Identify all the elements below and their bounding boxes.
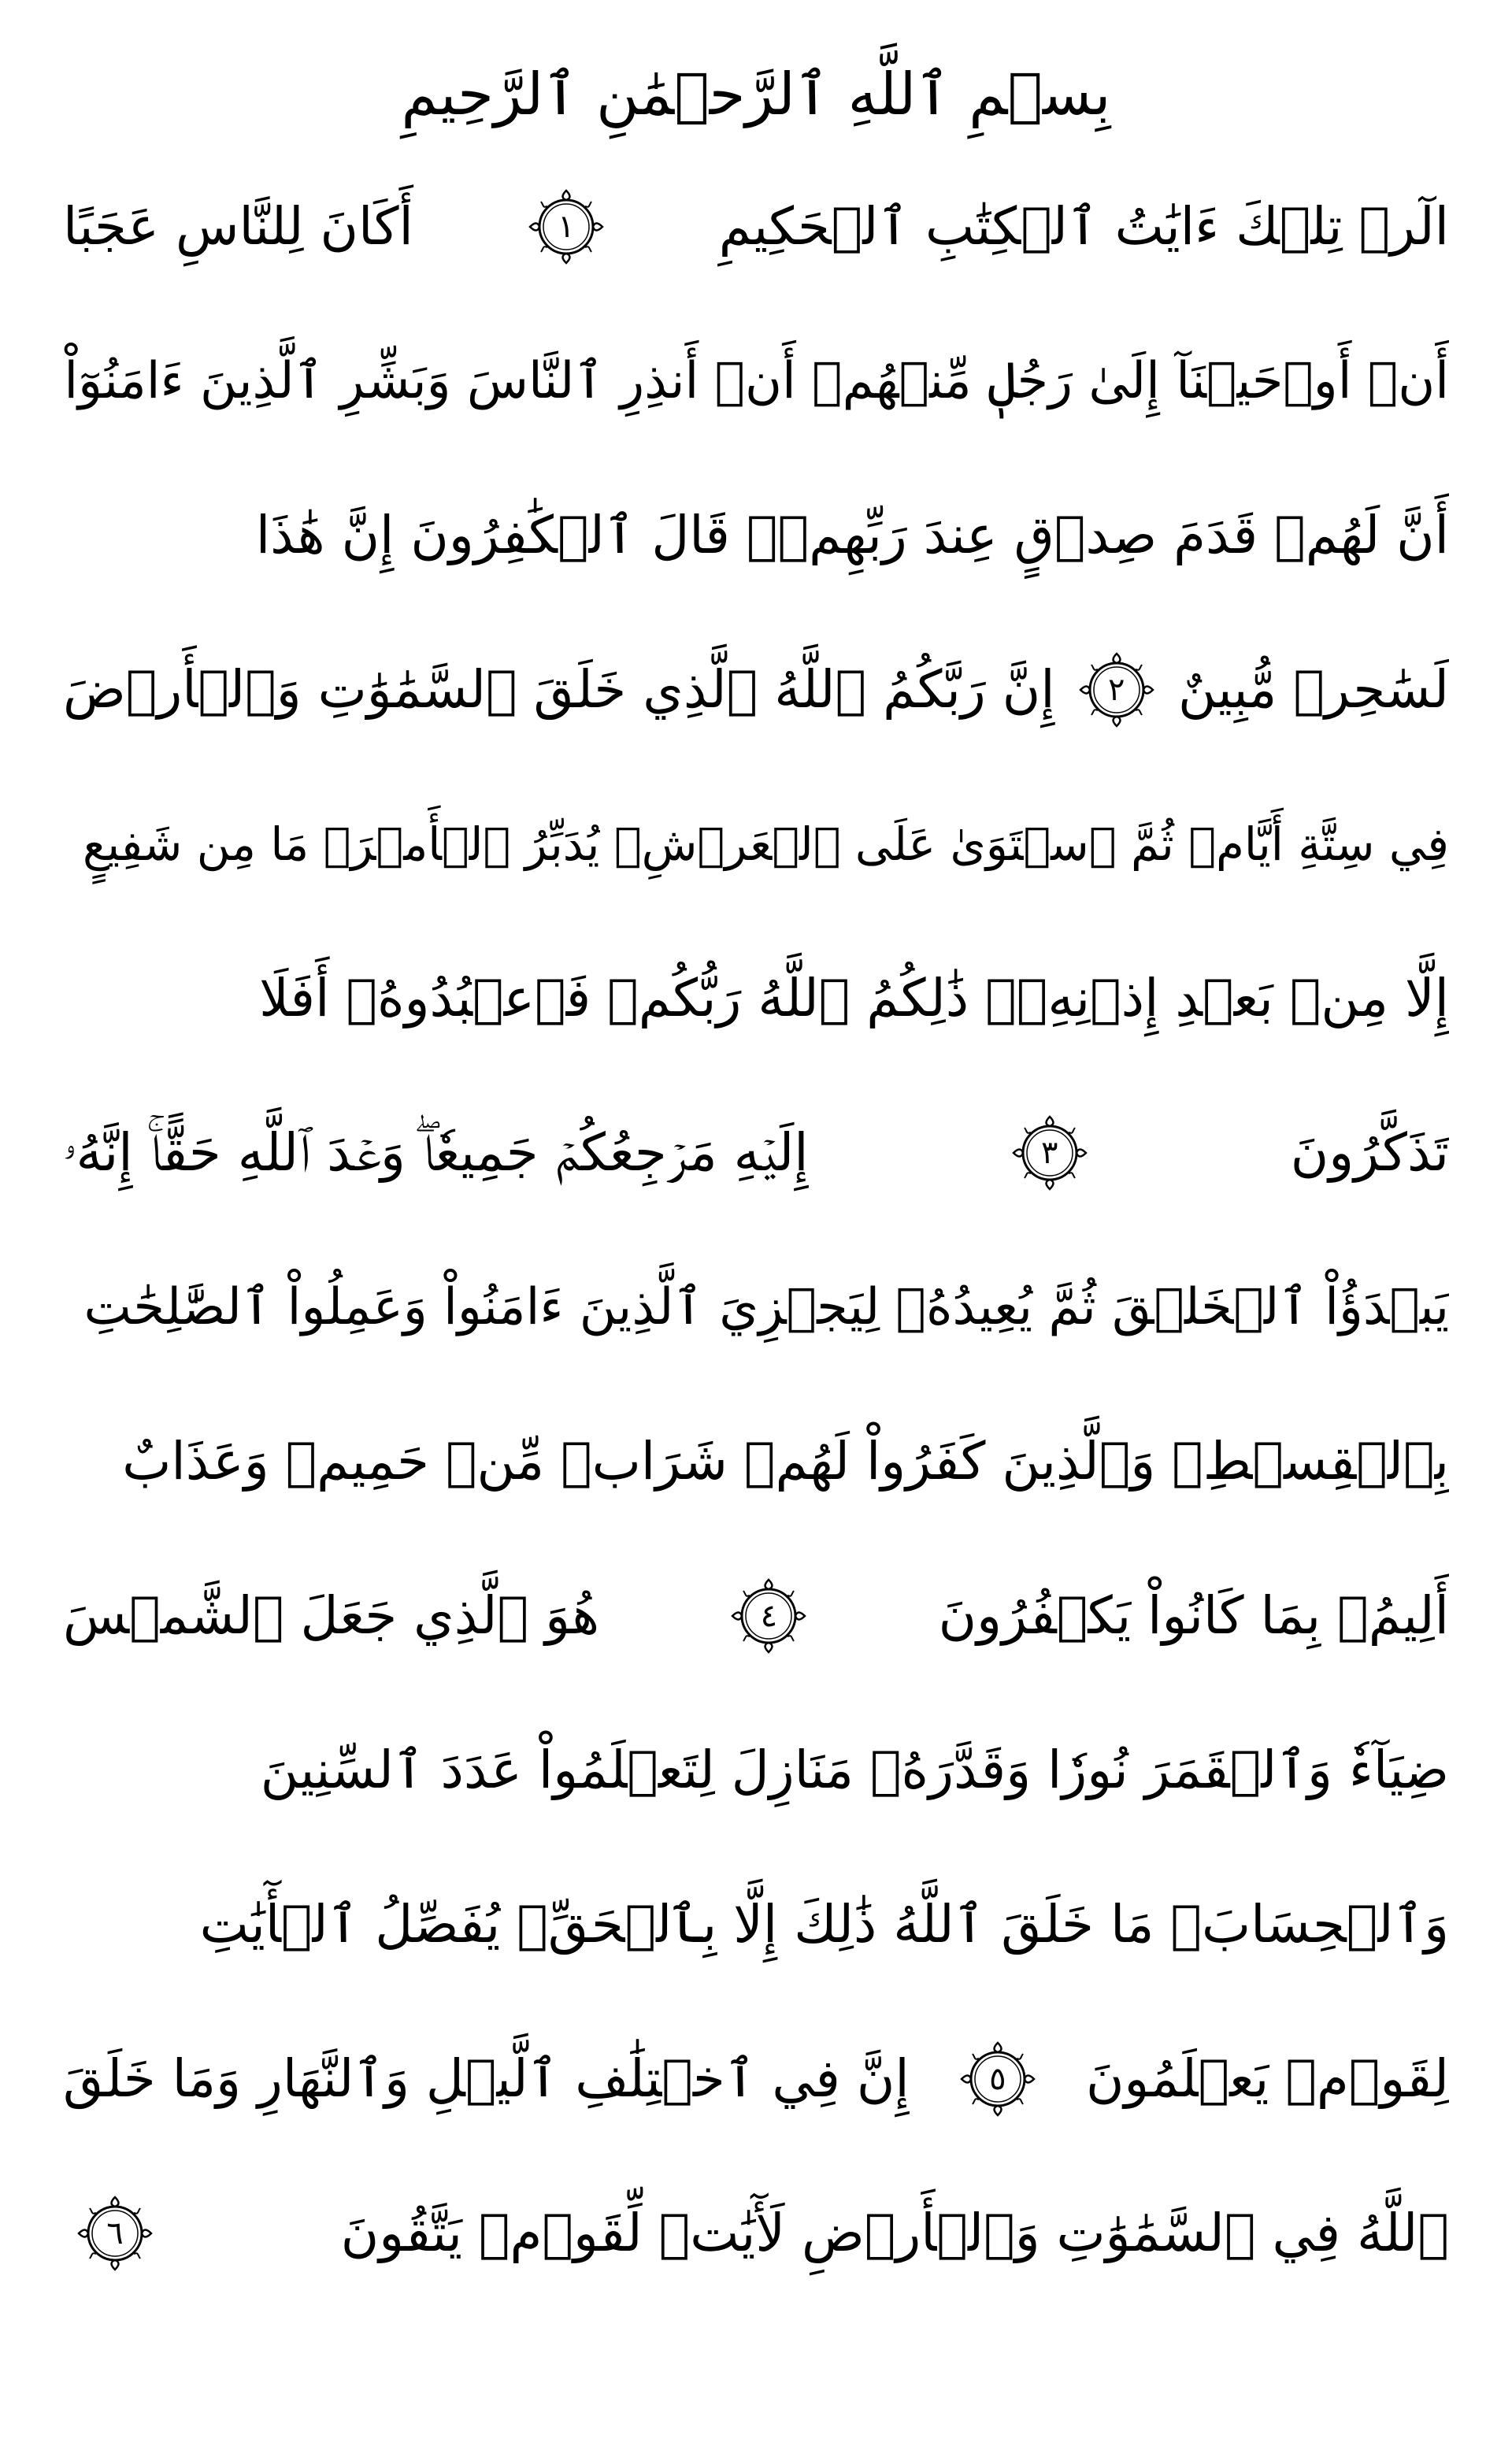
verse-text: لِقَوۡمٖ يَعۡلَمُونَ [1085, 2048, 1449, 2109]
ayah-number: ١ [558, 209, 575, 245]
verse-line [63, 1847, 1449, 2002]
verse-text: أَلِيمُۢ بِمَا كَانُواْ يَكۡفُرُونَ [938, 1585, 1449, 1646]
verse-text: إِنَّ رَبَّكُمُ ٱللَّهُ ٱلَّذِي خَلَقَ ٱلسَّمَٰوَٰتِ وَٱلۡأَرۡضَ [63, 659, 1055, 720]
ayah-number-marker [525, 186, 607, 268]
ayah-number: ٥ [989, 2061, 1006, 2097]
verse-text: أَنَّ لَهُمۡ قَدَمَ صِدۡقٍ عِندَ رَبِّهِمۡۗ قَالَ ٱلۡكَٰفِرُونَ إِنَّ هَٰذَا [255, 505, 1449, 565]
verse-line [63, 2156, 1449, 2311]
verse-text: إِنَّ فِي ٱخۡتِلَٰفِ ٱلَّيۡلِ وَٱلنَّهَارِ وَمَا خَلَقَ [63, 2048, 910, 2109]
verse-line [63, 458, 1449, 613]
ayah-number-marker [1076, 649, 1158, 731]
verse-lines [63, 150, 1449, 2311]
ayah-number-marker [74, 2192, 156, 2274]
verse-line [63, 1693, 1449, 1847]
verse-text: ٱللَّهُ فِي ٱلسَّمَٰوَٰتِ وَٱلۡأَرۡضِ لَأٓيَٰتٖ لِّقَوۡمٖ يَتَّقُونَ [340, 2203, 1449, 2263]
ayah-number: ٦ [106, 2215, 124, 2251]
verse-line [63, 2002, 1449, 2156]
verse-line [63, 304, 1449, 458]
verse-line [63, 1384, 1449, 1539]
verse-text: بِٱلۡقِسۡطِۚ وَٱلَّذِينَ كَفَرُواْ لَهُمۡ شَرَابٞ مِّنۡ حَمِيمٖ وَعَذَابٌ [122, 1431, 1449, 1492]
verse-text: يَبۡدَؤُاْ ٱلۡخَلۡقَ ثُمَّ يُعِيدُهُۥ لِيَجۡزِيَ ٱلَّذِينَ ءَامَنُواْ وَعَمِلُواْ ٱلصَّٰلِحَٰتِ [83, 1278, 1449, 1336]
verse-text: هُوَ ٱلَّذِي جَعَلَ ٱلشَّمۡسَ [63, 1585, 599, 1646]
verse-text: وَٱلۡحِسَابَۚ مَا خَلَقَ ٱللَّهُ ذَٰلِكَ إِلَّا بِٱلۡحَقِّۚ يُفَصِّلُ ٱلۡأٓيَٰتِ [199, 1894, 1449, 1955]
verse-text: أَنۡ أَوۡحَيۡنَآ إِلَىٰ رَجُلٖ مِّنۡهُمۡ أَنۡ أَنذِرِ ٱلنَّاسَ وَبَشِّرِ ٱلَّذِينَ ءَامَنُوٓاْ [64, 352, 1449, 410]
verse-line [63, 1539, 1449, 1693]
ayah-number: ٢ [1108, 672, 1125, 708]
verse-line [63, 613, 1449, 767]
verse-text: إِلَّا مِنۢ بَعۡدِ إِذۡنِهِۦۚ ذَٰلِكُمُ ٱللَّهُ رَبُّكُمۡ فَٱعۡبُدُوهُۚ أَفَلَا [259, 968, 1449, 1028]
verse-line [63, 1076, 1449, 1230]
ayah-number-marker [957, 2038, 1039, 2120]
ayah-number-marker [728, 1575, 810, 1657]
basmala: بِسۡمِ ٱللَّهِ ٱلرَّحۡمَٰنِ ٱلرَّحِيمِ [401, 61, 1111, 128]
ayah-number-marker [1009, 1112, 1091, 1194]
verse-text: الٓرۚ تِلۡكَ ءَايَٰتُ ٱلۡكِتَٰبِ ٱلۡحَكِيمِ [718, 196, 1449, 257]
verse-line [63, 150, 1449, 304]
ayah-number: ٤ [760, 1598, 778, 1634]
verse-line [63, 767, 1449, 921]
verse-text: ضِيَآءٗ وَٱلۡقَمَرَ نُورٗا وَقَدَّرَهُۥ مَنَازِلَ لِتَعۡلَمُواْ عَدَدَ ٱلسِّنِينَ [260, 1740, 1449, 1800]
ayah-number: ٣ [1040, 1135, 1058, 1171]
verse-text: فِي سِتَّةِ أَيَّامٖ ثُمَّ ٱسۡتَوَىٰ عَلَى ٱلۡعَرۡشِۖ يُدَبِّرُ ٱلۡأَمۡرَۖ مَا مِن شَفِيعٍ [83, 817, 1449, 871]
verse-text: تَذَكَّرُونَ [1290, 1122, 1449, 1183]
verse-text: لَسَٰحِرٞ مُّبِينٌ [1177, 659, 1449, 720]
verse-line [63, 921, 1449, 1076]
verse-text: إِلَيۡهِ مَرۡجِعُكُمۡ جَمِيعٗاۖ وَعۡدَ ٱللَّهِ حَقًّاۚ إِنَّهُۥ [63, 1122, 809, 1183]
verse-text: أَكَانَ لِلنَّاسِ عَجَبًا [63, 196, 413, 257]
verse-line [63, 1230, 1449, 1384]
